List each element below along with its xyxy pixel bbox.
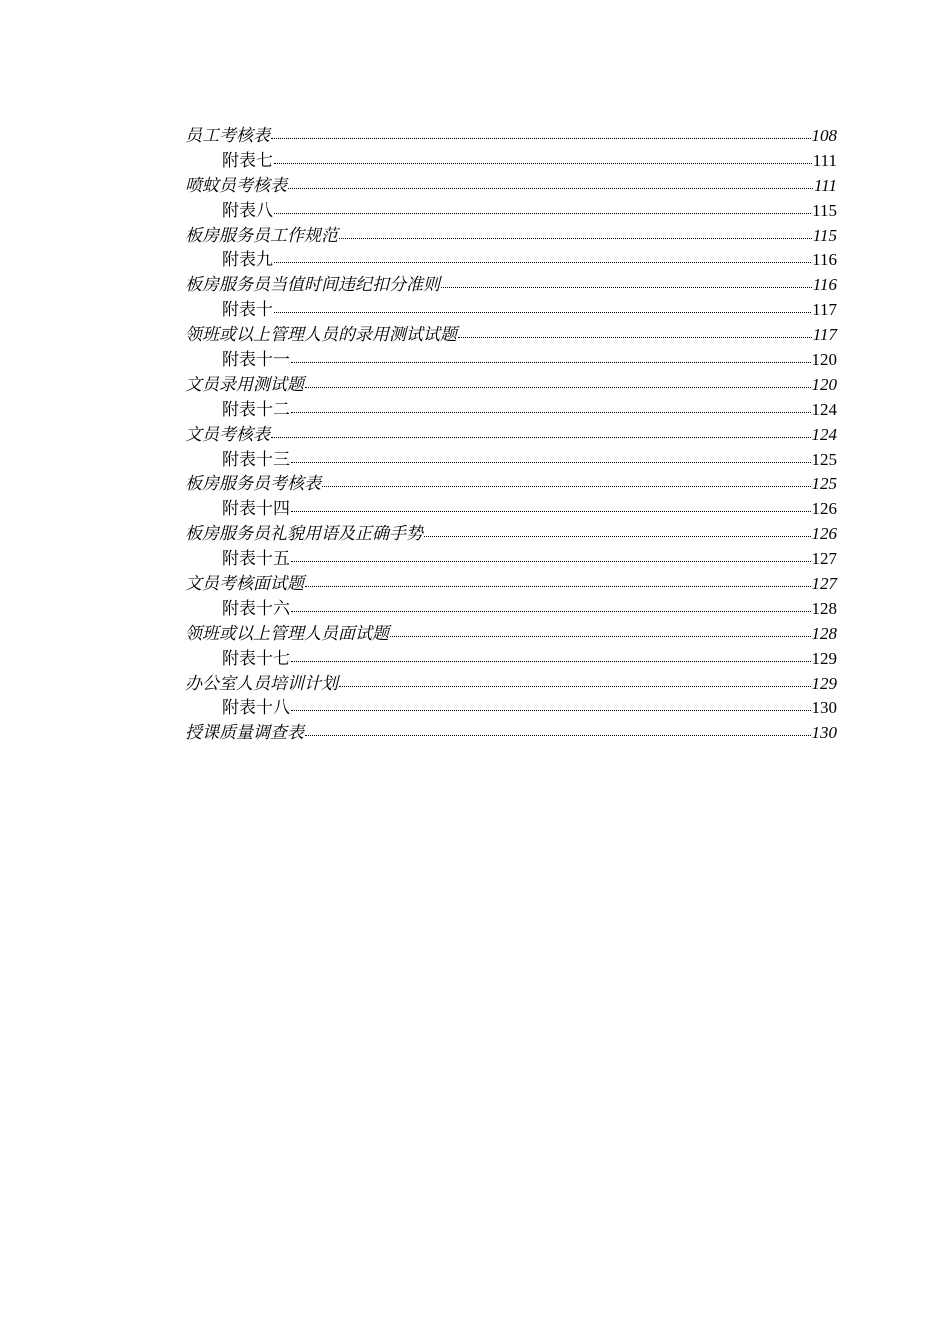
- toc-entry-label: 附表十一: [222, 350, 290, 371]
- toc-entry-label: 文员考核面试题: [185, 574, 304, 595]
- toc-subentry[interactable]: [185, 597, 837, 622]
- toc-subentry[interactable]: [185, 448, 837, 473]
- toc-entry-label: 板房服务员当值时间违纪扣分准则: [185, 275, 440, 296]
- toc-subentry[interactable]: [185, 647, 837, 672]
- toc-page-number: 117: [812, 300, 837, 320]
- toc-entry-label: 附表七: [222, 150, 273, 171]
- toc-entry[interactable]: [185, 124, 837, 149]
- toc-page-number: 125: [811, 449, 837, 469]
- toc-page-number: 126: [811, 524, 837, 544]
- toc-dot-leader: [291, 696, 811, 713]
- toc-subentry[interactable]: [185, 696, 837, 721]
- toc-page-number: 117: [812, 325, 837, 345]
- toc-entry[interactable]: [185, 622, 837, 647]
- toc-page-number: 124: [811, 424, 837, 444]
- toc-entry-label: 附表八: [222, 200, 273, 221]
- toc-dot-leader: [291, 497, 811, 514]
- toc-entry-label: 附表九: [222, 250, 273, 271]
- toc-entry[interactable]: [185, 273, 837, 298]
- toc-page-number: 130: [811, 723, 837, 743]
- toc-page-number: 130: [811, 698, 837, 718]
- toc-dot-leader: [441, 273, 812, 290]
- toc-page-number: 124: [811, 399, 837, 419]
- toc-dot-leader: [339, 224, 812, 241]
- toc-entry[interactable]: [185, 174, 837, 199]
- toc-subentry[interactable]: [185, 149, 837, 174]
- toc-entry-label: 板房服务员考核表: [185, 474, 321, 495]
- toc-page-number: 120: [811, 374, 837, 394]
- toc-entry[interactable]: [185, 323, 837, 348]
- toc-dot-leader: [339, 672, 811, 689]
- toc-entry[interactable]: [185, 672, 837, 697]
- toc-page-number: 126: [811, 499, 837, 519]
- toc-dot-leader: [322, 472, 811, 489]
- toc-entry[interactable]: [185, 572, 837, 597]
- toc-entry-label: 文员考核表: [185, 424, 270, 445]
- toc-entry-label: 领班或以上管理人员的录用测试试题: [185, 325, 457, 346]
- toc-page-number: 127: [811, 549, 837, 569]
- toc-subentry[interactable]: [185, 248, 837, 273]
- toc-subentry[interactable]: [185, 398, 837, 423]
- table-of-contents: [185, 124, 837, 746]
- toc-page-number: 128: [811, 598, 837, 618]
- toc-entry-label: 附表十七: [222, 648, 290, 669]
- toc-page-number: 127: [811, 574, 837, 594]
- toc-entry-label: 附表十八: [222, 698, 290, 719]
- toc-page-number: 129: [811, 673, 837, 693]
- toc-entry-label: 办公室人员培训计划: [185, 673, 338, 694]
- toc-entry[interactable]: [185, 423, 837, 448]
- toc-dot-leader: [305, 721, 811, 738]
- toc-entry-label: 附表十二: [222, 399, 290, 420]
- toc-dot-leader: [291, 647, 811, 664]
- toc-dot-leader: [271, 124, 811, 141]
- toc-entry-label: 附表十六: [222, 598, 290, 619]
- toc-dot-leader: [390, 622, 811, 639]
- toc-entry[interactable]: [185, 522, 837, 547]
- toc-page-number: 111: [812, 150, 837, 170]
- toc-dot-leader: [305, 373, 811, 390]
- toc-dot-leader: [458, 323, 812, 340]
- toc-entry-label: 员工考核表: [185, 126, 270, 146]
- toc-subentry[interactable]: [185, 348, 837, 373]
- toc-dot-leader: [291, 597, 811, 614]
- toc-entry[interactable]: [185, 472, 837, 497]
- toc-entry-label: 板房服务员礼貌用语及正确手势: [185, 524, 423, 545]
- toc-entry[interactable]: [185, 721, 837, 746]
- toc-entry-label: 领班或以上管理人员面试题: [185, 623, 389, 644]
- toc-entry-label: 附表十: [222, 300, 273, 321]
- toc-dot-leader: [274, 248, 811, 265]
- toc-dot-leader: [424, 522, 811, 539]
- toc-dot-leader: [274, 149, 812, 166]
- toc-entry-label: 文员录用测试题: [185, 374, 304, 395]
- toc-dot-leader: [291, 348, 811, 365]
- toc-entry-label: 附表十三: [222, 449, 290, 470]
- toc-page-number: 115: [812, 225, 837, 245]
- toc-subentry[interactable]: [185, 298, 837, 323]
- toc-page-number: 128: [811, 623, 837, 643]
- toc-page-number: 129: [811, 648, 837, 668]
- toc-dot-leader: [305, 572, 811, 589]
- toc-entry[interactable]: [185, 224, 837, 249]
- toc-dot-leader: [288, 174, 813, 191]
- toc-entry-label: 喷蚊员考核表: [185, 175, 287, 196]
- toc-entry-label: 授课质量调查表: [185, 723, 304, 744]
- toc-page-number: 116: [812, 250, 837, 270]
- toc-entry-label: 板房服务员工作规范: [185, 225, 338, 246]
- toc-entry-label: 附表十四: [222, 499, 290, 520]
- toc-page-number: 116: [812, 275, 837, 295]
- toc-dot-leader: [274, 199, 811, 216]
- toc-page-number: 115: [812, 200, 837, 220]
- toc-dot-leader: [291, 398, 811, 415]
- toc-page-number: 120: [811, 350, 837, 370]
- toc-page-number: 108: [811, 126, 837, 145]
- toc-dot-leader: [271, 423, 811, 440]
- toc-subentry[interactable]: [185, 497, 837, 522]
- toc-subentry[interactable]: [185, 547, 837, 572]
- toc-page-number: 111: [814, 175, 837, 195]
- toc-entry-label: 附表十五: [222, 549, 290, 570]
- toc-dot-leader: [274, 298, 811, 315]
- toc-dot-leader: [291, 547, 811, 564]
- toc-page-number: 125: [811, 474, 837, 494]
- toc-dot-leader: [291, 448, 811, 465]
- toc-entry[interactable]: [185, 373, 837, 398]
- toc-subentry[interactable]: [185, 199, 837, 224]
